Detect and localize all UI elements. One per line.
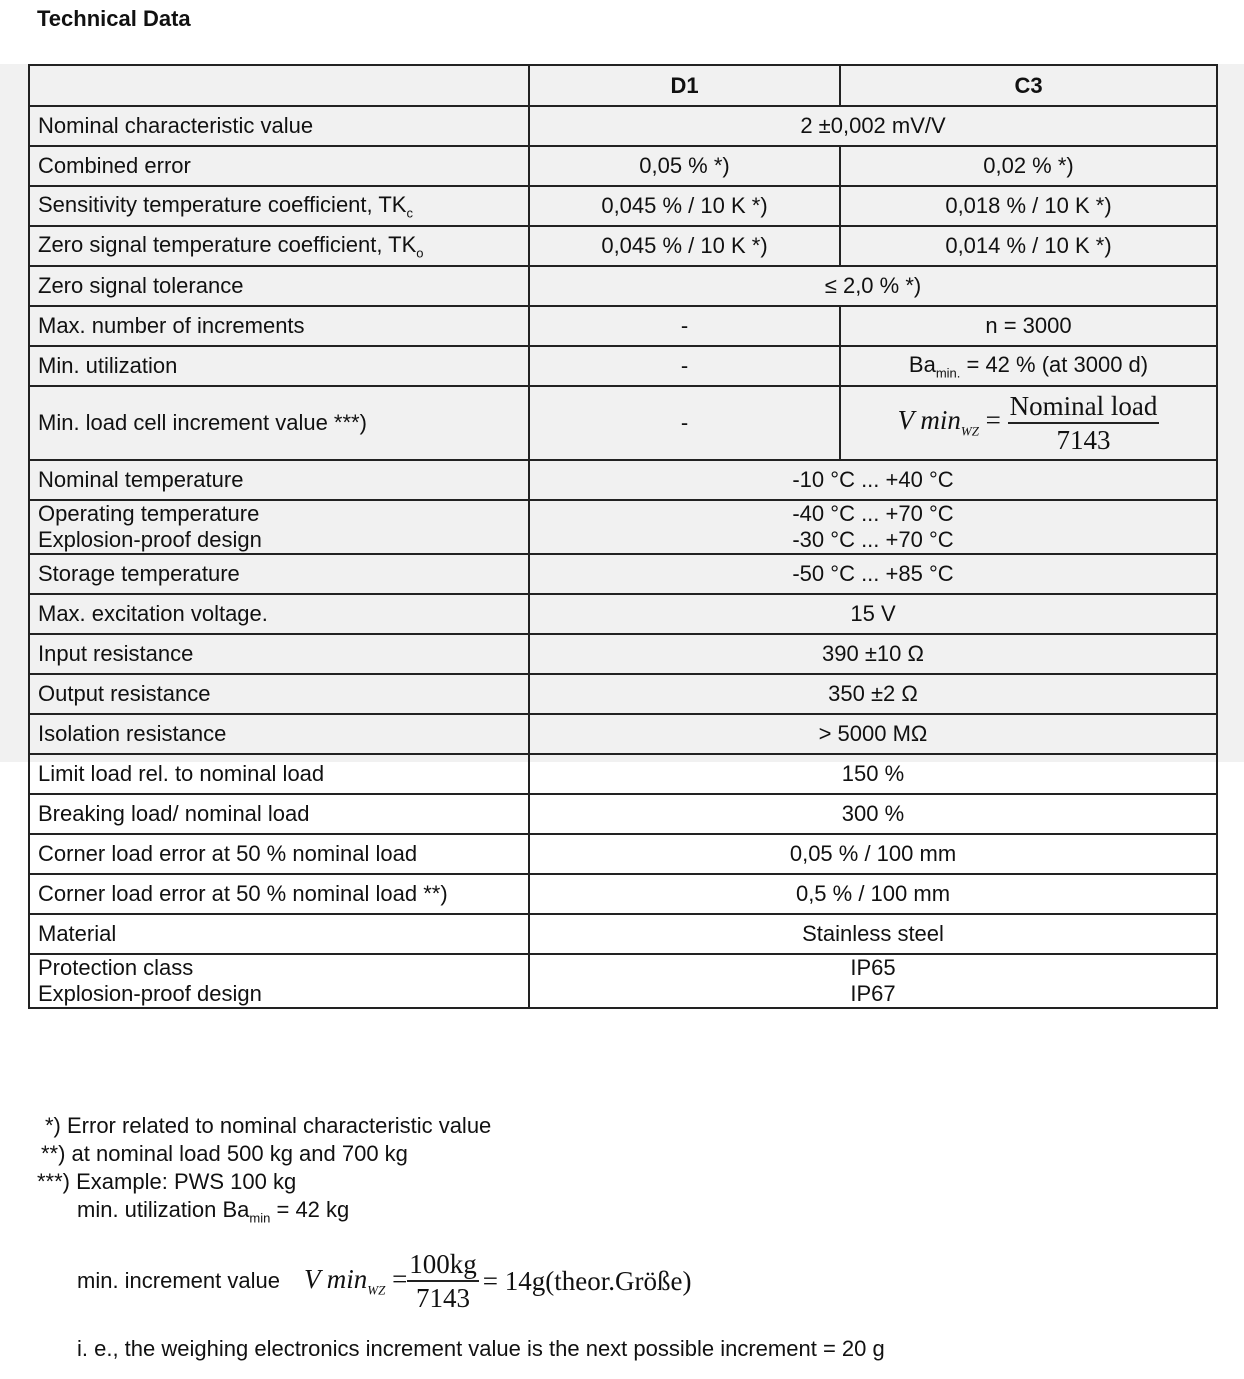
row-label: Operating temperature Explosion-proof design — [29, 500, 529, 554]
row-value: 15 V — [529, 594, 1217, 634]
row-label: Storage temperature — [29, 554, 529, 594]
table-row — [29, 386, 1217, 460]
table-row — [29, 266, 1217, 306]
table-row — [29, 754, 1217, 794]
row-label: Max. excitation voltage. — [29, 594, 529, 634]
row-label: Isolation resistance — [29, 714, 529, 754]
row-value-c3: 0,02 % *) — [840, 146, 1217, 186]
row-value: 150 % — [529, 754, 1217, 794]
row-label: Zero signal tolerance — [29, 266, 529, 306]
row-value: 0,05 % / 100 mm — [529, 834, 1217, 874]
header-c3: C3 — [840, 65, 1217, 106]
table-row — [29, 954, 1217, 1008]
row-value-c3: 0,014 % / 10 K *) — [840, 226, 1217, 266]
row-label: Corner load error at 50 % nominal load — [29, 834, 529, 874]
table-row — [29, 714, 1217, 754]
table-row — [29, 834, 1217, 874]
row-value-c3: $Ba_{min.} = 42$ % (at 3000 d) — [840, 346, 1217, 386]
row-value-c3: 0,018 % / 10 K *) — [840, 186, 1217, 226]
row-value-d1: - — [529, 346, 840, 386]
row-value: ≤ 2,0 % *) — [529, 266, 1217, 306]
table-row — [29, 106, 1217, 146]
row-value: 350 ±2 Ω — [529, 674, 1217, 714]
table-row — [29, 500, 1217, 554]
row-value-d1: 0,045 % / 10 K *) — [529, 226, 840, 266]
header-d1: D1 — [529, 65, 840, 106]
increment-formula: V $\min_{WZ}$ = $\frac{\text{Nominal load}}{7143}$ — [840, 386, 1217, 460]
table-row — [29, 794, 1217, 834]
table-row — [29, 674, 1217, 714]
table-row — [29, 874, 1217, 914]
row-value-d1: - — [529, 306, 840, 346]
row-label: Limit load rel. to nominal load — [29, 754, 529, 794]
row-value-d1: 0,045 % / 10 K *) — [529, 186, 840, 226]
row-label: Nominal characteristic value — [29, 106, 529, 146]
footnote-1: *) Error related to nominal characteristic value — [45, 1113, 492, 1138]
table-row — [29, 186, 1217, 226]
footnote-3: ***) Example: PWS 100 kg — [37, 1169, 297, 1194]
row-value: 390 ±10 Ω — [529, 634, 1217, 674]
conclusion-text: i. e., the weighing electronics increment value is the next possible increment = 20 g — [77, 1336, 885, 1361]
row-value: 2 ±0,002 mV/V — [529, 106, 1217, 146]
table-row — [29, 226, 1217, 266]
footnote-utilization: min. utilization $Ba_{min} = 42$ kg — [77, 1197, 350, 1226]
row-value-c3: n = 3000 — [840, 306, 1217, 346]
row-label: Nominal temperature — [29, 460, 529, 500]
footnote-2: **) at nominal load 500 kg and 700 kg — [41, 1141, 408, 1166]
row-value: -10 °C ... +40 °C — [529, 460, 1217, 500]
footnotes — [37, 1112, 491, 1232]
row-value: IP65 IP67 — [529, 954, 1217, 1008]
table-row — [29, 634, 1217, 674]
table-row — [29, 346, 1217, 386]
technical-data-table — [28, 64, 1218, 1009]
table-row — [29, 554, 1217, 594]
row-value-d1: 0,05 % *) — [529, 146, 840, 186]
table-row — [29, 460, 1217, 500]
row-label: Min. utilization — [29, 346, 529, 386]
row-label: Zero signal temperature coefficient, $TK_o$ — [29, 226, 529, 266]
row-label: Input resistance — [29, 634, 529, 674]
row-value: Stainless steel — [529, 914, 1217, 954]
row-label: Material — [29, 914, 529, 954]
row-value: -40 °C ... +70 °C -30 °C ... +70 °C — [529, 500, 1217, 554]
table-row — [29, 594, 1217, 634]
page-title: Technical Data — [37, 6, 191, 31]
table-row — [29, 914, 1217, 954]
row-value: 0,5 % / 100 mm — [529, 874, 1217, 914]
row-label: Sensitivity temperature coefficient, $TK_c$ — [29, 186, 529, 226]
row-label: Min. load cell increment value ***) — [29, 386, 529, 460]
row-value: 300 % — [529, 794, 1217, 834]
row-label: Corner load error at 50 % nominal load **) — [29, 874, 529, 914]
header-empty-cell — [29, 65, 529, 106]
table-row — [29, 306, 1217, 346]
row-value-d1: - — [529, 386, 840, 460]
row-value: > 5000 MΩ — [529, 714, 1217, 754]
row-label: Protection class Explosion-proof design — [29, 954, 529, 1008]
row-value: -50 °C ... +85 °C — [529, 554, 1217, 594]
table-header-row — [29, 65, 1217, 106]
row-label: Breaking load/ nominal load — [29, 794, 529, 834]
example-formula: min. increment value V $\min_{WZ}$ = $\frac{100kg}{7143}$ = 14g(theor.Größe) — [77, 1249, 692, 1314]
row-label: Max. number of increments — [29, 306, 529, 346]
row-label: Output resistance — [29, 674, 529, 714]
formula-label: min. increment value — [77, 1268, 280, 1294]
table-row — [29, 146, 1217, 186]
row-label: Combined error — [29, 146, 529, 186]
